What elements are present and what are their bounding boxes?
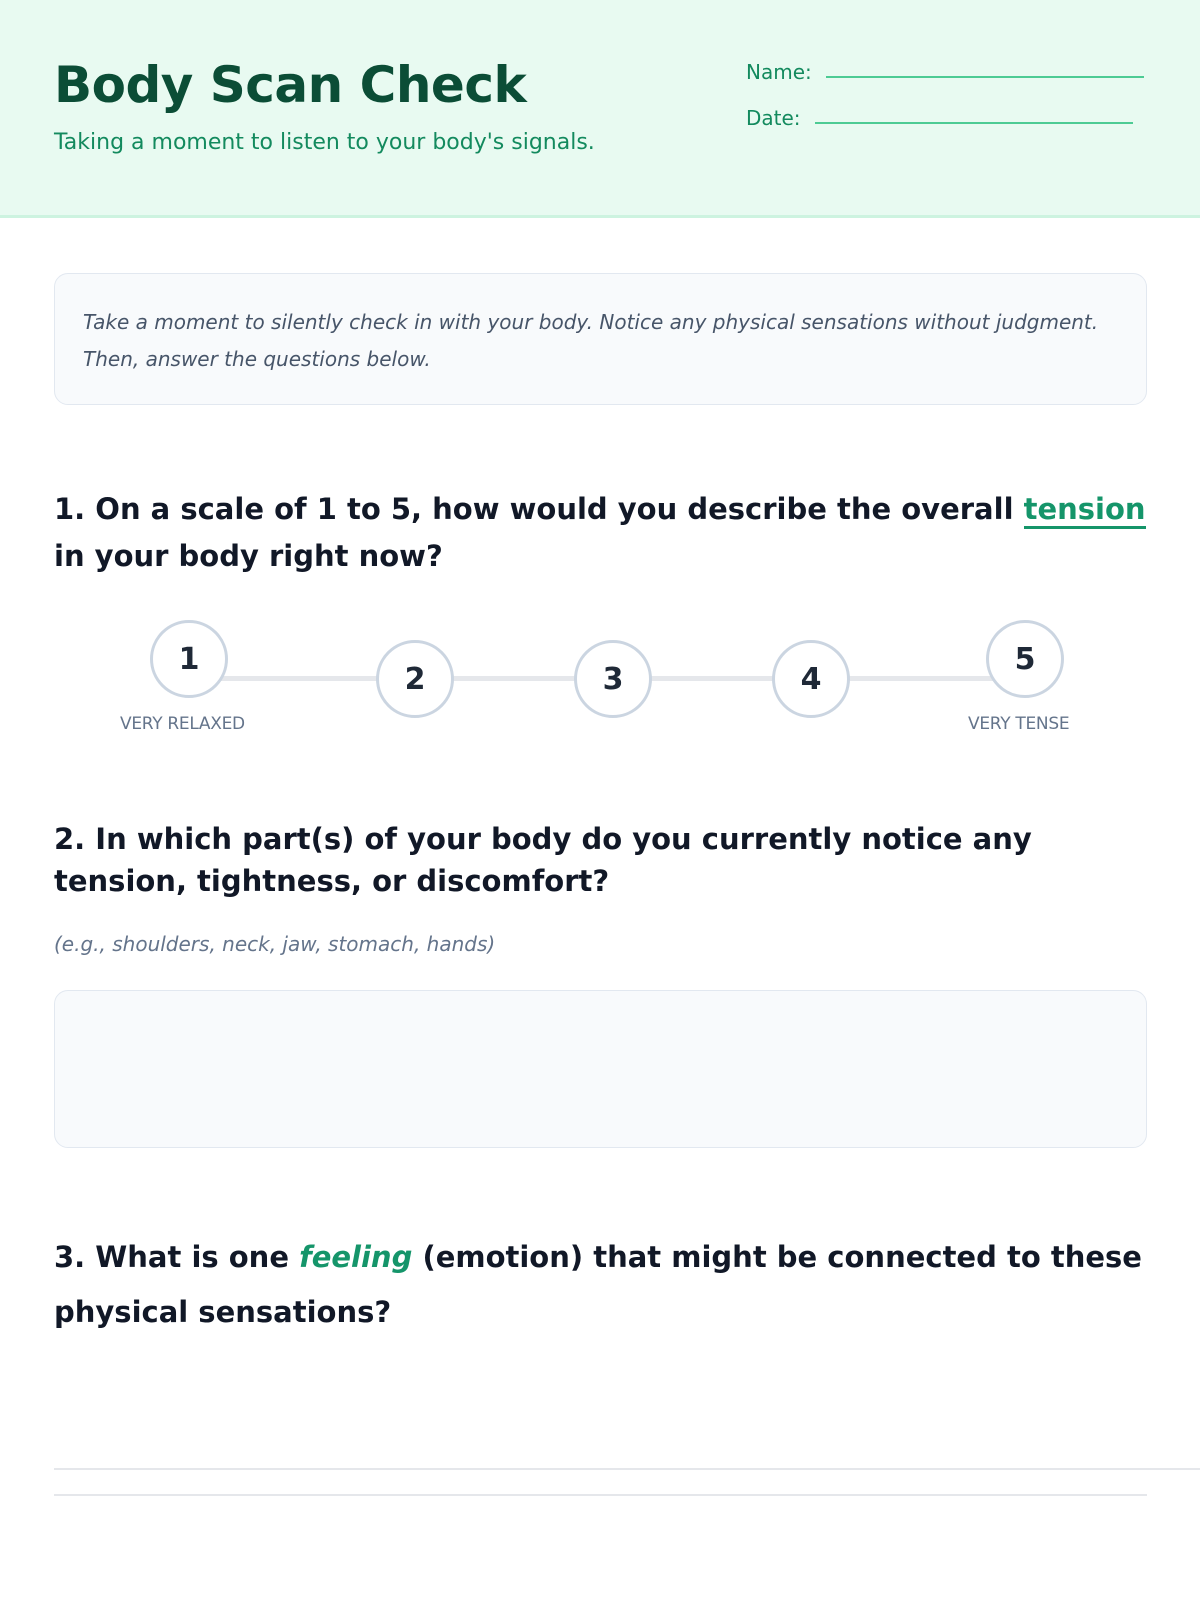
- name-field[interactable]: [746, 56, 1144, 84]
- question-3-highlight: feeling: [299, 1240, 413, 1274]
- question-2: 2. In which part(s) of your body do you currently notice any tension, tightness, or discomfort?: [54, 822, 1032, 898]
- question-2-hint: (e.g., shoulders, neck, jaw, stomach, hands): [54, 932, 496, 956]
- question-3-suffix: (emotion) that might be connected to these physical sensations?: [54, 1240, 1142, 1329]
- name-label: Name:: [746, 60, 812, 84]
- question-1-prefix: 1. On a scale of 1 to 5, how would you describe the overall: [54, 492, 1024, 526]
- date-label: Date:: [746, 106, 801, 130]
- scale-high-label: VERY TENSE: [968, 714, 1070, 734]
- question-1-suffix: in your body right now?: [54, 539, 443, 573]
- question-3: [54, 1230, 1154, 1340]
- question-1: [54, 486, 1154, 580]
- scale-option-5[interactable]: 5: [986, 620, 1064, 698]
- question-1-highlight: tension: [1024, 492, 1146, 529]
- scale-option-2[interactable]: 2: [376, 640, 454, 718]
- answer-line[interactable]: [54, 1494, 1147, 1496]
- answer-line[interactable]: [54, 1468, 1200, 1470]
- scale-low-label: VERY RELAXED: [120, 714, 245, 734]
- date-input-line[interactable]: [815, 122, 1133, 124]
- scale-option-1[interactable]: 1: [150, 620, 228, 698]
- instructions-box: [54, 273, 1147, 405]
- scale-option-4[interactable]: 4: [772, 640, 850, 718]
- instructions-text: Take a moment to silently check in with your body. Notice any physical sensations without judgment. Then, answer the questions below.: [83, 310, 1099, 371]
- page-subtitle: Taking a moment to listen to your body's signals.: [54, 130, 595, 155]
- page-title: Body Scan Check: [54, 56, 527, 114]
- header: [0, 0, 1200, 218]
- scale-option-3[interactable]: 3: [574, 640, 652, 718]
- date-field[interactable]: [746, 102, 1133, 130]
- question-2-answer-box[interactable]: [54, 990, 1147, 1148]
- question-3-prefix: 3. What is one: [54, 1240, 300, 1274]
- name-input-line[interactable]: [826, 76, 1144, 78]
